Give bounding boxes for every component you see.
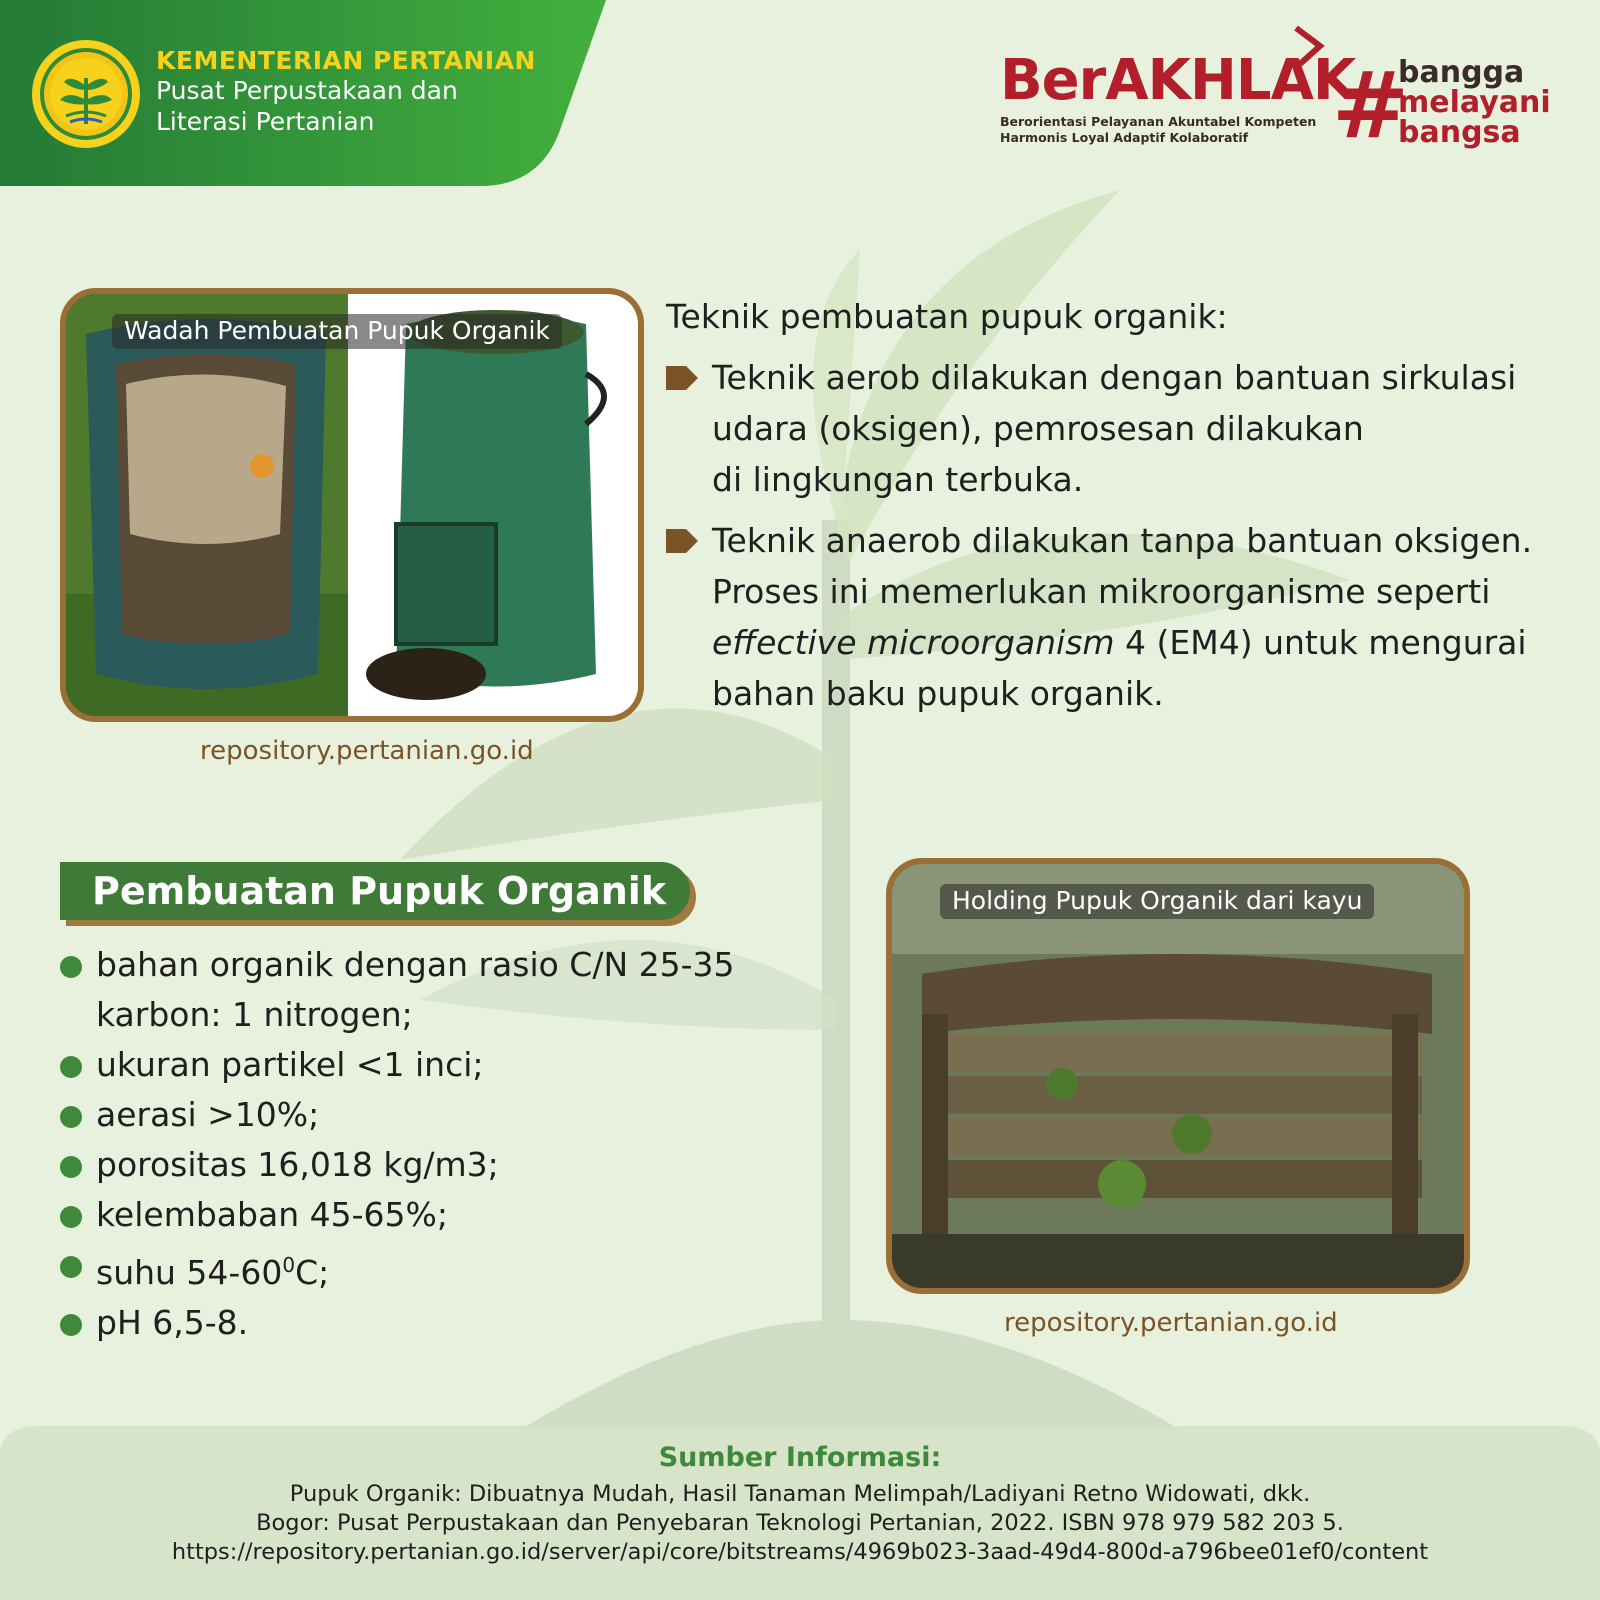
ministry-logo (30, 38, 142, 150)
photo1-caption: Wadah Pembuatan Pupuk Organik (112, 314, 562, 349)
anaerob-line4: bahan baku pupuk organik. (712, 674, 1164, 713)
wooden-compost-bin-photo (886, 858, 1470, 1294)
source-line3: https://repository.pertanian.go.id/server/api/core/bitstreams/4969b023-3aad-49d4-800d-a796bee01ef0/content (171, 1539, 1429, 1565)
list-item: bahan organik dengan rasio C/N 25-35 karbon: 1 nitrogen; (60, 940, 840, 1040)
composting-requirements-list (60, 940, 840, 1348)
section-title-banner (60, 862, 696, 926)
list-item: kelembaban 45-65%; (60, 1190, 840, 1240)
list-item: suhu $54-60^0C$; (60, 1240, 840, 1298)
hashtag-word-3: bangsa (1398, 115, 1521, 150)
technique-block (666, 296, 1566, 729)
berakhlak-logo (1000, 48, 1356, 158)
bangga-melayani-bangsa-logo (1332, 52, 1552, 159)
bullet-dot-icon (60, 1156, 82, 1178)
anaerob-line2: Proses ini memerlukan mikroorganisme seperti (712, 572, 1491, 611)
technique-heading: Teknik pembuatan pupuk organik: (666, 297, 1228, 336)
arrow-bullet-icon (666, 527, 698, 555)
bullet-dot-icon (60, 1206, 82, 1228)
photo1-credit: repository.pertanian.go.id (200, 736, 534, 766)
technique-aerob (666, 352, 1566, 505)
bullet-dot-icon (60, 956, 82, 978)
aerob-line3: di lingkungan terbuka. (712, 460, 1084, 499)
bullet-dot-icon (60, 1256, 82, 1278)
hashtag-word-1: bangga (1398, 55, 1525, 90)
compost-container-photo (60, 288, 644, 722)
list-item: porositas 16,018 kg/m3; (60, 1140, 840, 1190)
wooden-compost-bin-illustration (892, 864, 1464, 1288)
ministry-name: KEMENTERIAN PERTANIAN (156, 46, 536, 75)
bullet-dot-icon (60, 1056, 82, 1078)
ministry-name-block (156, 46, 536, 137)
source-label: Sumber Informasi: (658, 1442, 942, 1473)
anaerob-line3 (712, 617, 1566, 668)
anaerob-line1: Teknik anaerob dilakukan tanpa bantuan oksigen. (712, 521, 1533, 560)
aerob-line2: udara (oksigen), pemrosesan dilakukan (712, 409, 1364, 448)
source-info (0, 1440, 1600, 1567)
anaerob-italic-term: effective microorganism (712, 623, 1115, 662)
source-line1: Pupuk Organik: Dibuatnya Mudah, Hasil Tanaman Melimpah/Ladiyani Retno Widowati, dkk. (289, 1481, 1311, 1507)
berakhlak-sub2: Harmonis Loyal Adaptif Kolaboratif (1000, 130, 1249, 145)
source-line2: Bogor: Pusat Perpustakaan dan Penyebaran Teknologi Pertanian, 2022. ISBN 978 979 582 203 5. (256, 1510, 1344, 1536)
berakhlak-sub1: Berorientasi Pelayanan Akuntabel Kompeten (1000, 114, 1317, 129)
list-item: ukuran partikel <1 inci; (60, 1040, 840, 1090)
arrow-bullet-icon (666, 364, 698, 392)
technique-anaerob (666, 515, 1566, 719)
bullet-dot-icon (60, 1314, 82, 1336)
unit-name-line1: Pusat Perpustakaan dan (156, 76, 458, 105)
berakhlak-title: BerAKHLAK (1000, 48, 1356, 113)
hashtag-word-2: melayani (1398, 85, 1551, 120)
bullet-dot-icon (60, 1106, 82, 1128)
list-item: aerasi >10%; (60, 1090, 840, 1140)
hashtag-symbol: # (1332, 52, 1410, 159)
list-item: pH 6,5-8. (60, 1298, 840, 1348)
unit-name-line2: Literasi Pertanian (156, 107, 375, 136)
photo2-caption: Holding Pupuk Organik dari kayu (940, 884, 1374, 919)
compost-container-illustration (66, 294, 638, 716)
aerob-line1: Teknik aerob dilakukan dengan bantuan sirkulasi (712, 358, 1517, 397)
anaerob-line3-rest: 4 (EM4) untuk mengurai (1114, 623, 1527, 662)
photo2-credit: repository.pertanian.go.id (1004, 1308, 1338, 1338)
section-title: Pembuatan Pupuk Organik (92, 869, 667, 913)
